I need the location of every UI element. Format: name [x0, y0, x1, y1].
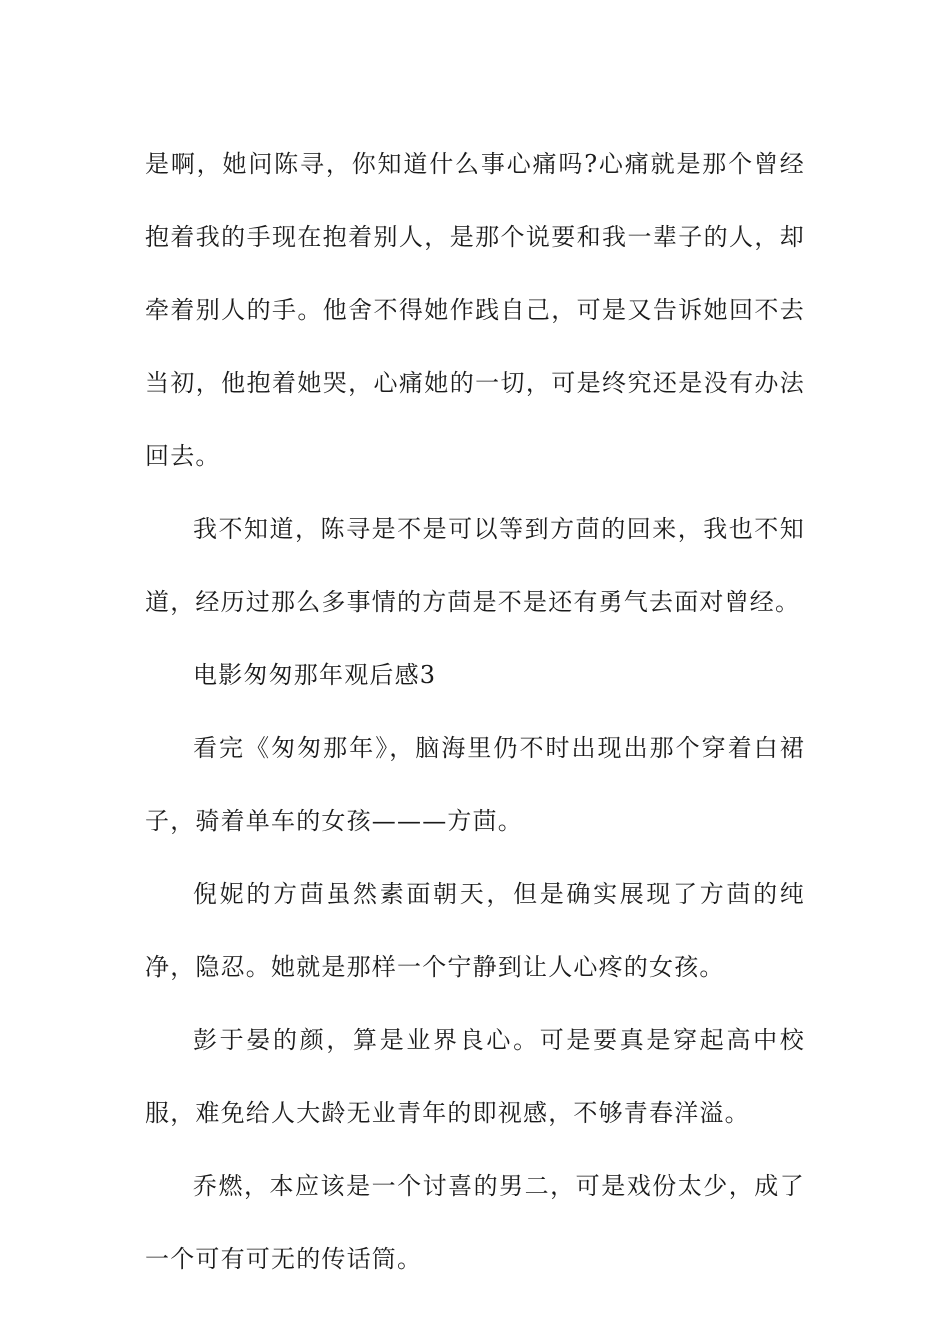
document-body — [145, 128, 805, 1296]
paragraph: 我不知道，陈寻是不是可以等到方茴的回来，我也不知道，经历过那么多事情的方茴是不是还有勇气去面对曾经。 — [145, 515, 805, 616]
paragraph: 倪妮的方茴虽然素面朝天，但是确实展现了方茴的纯净，隐忍。她就是那样一个宁静到让人心疼的女孩。 — [145, 880, 805, 981]
paragraph: 彭于晏的颜，算是业界良心。可是要真是穿起高中校服，难免给人大龄无业青年的即视感，不够青春洋溢。 — [145, 1026, 805, 1127]
paragraph-continued: 是啊，她问陈寻，你知道什么事心痛吗?心痛就是那个曾经抱着我的手现在抱着别人，是那个说要和我一辈子的人，却牵着别人的手。他舍不得她作践自己，可是又告诉她回不去当初，他抱着她哭，心痛她的一切，可是终究还是没有办法回去。 — [145, 150, 805, 470]
section-heading: 电影匆匆那年观后感3 — [193, 661, 437, 689]
paragraph: 看完《匆匆那年》，脑海里仍不时出现出那个穿着白裙子，骑着单车的女孩———方茴。 — [145, 734, 805, 835]
paragraph: 乔燃，本应该是一个讨喜的男二，可是戏份太少，成了一个可有可无的传话筒。 — [145, 1172, 805, 1273]
